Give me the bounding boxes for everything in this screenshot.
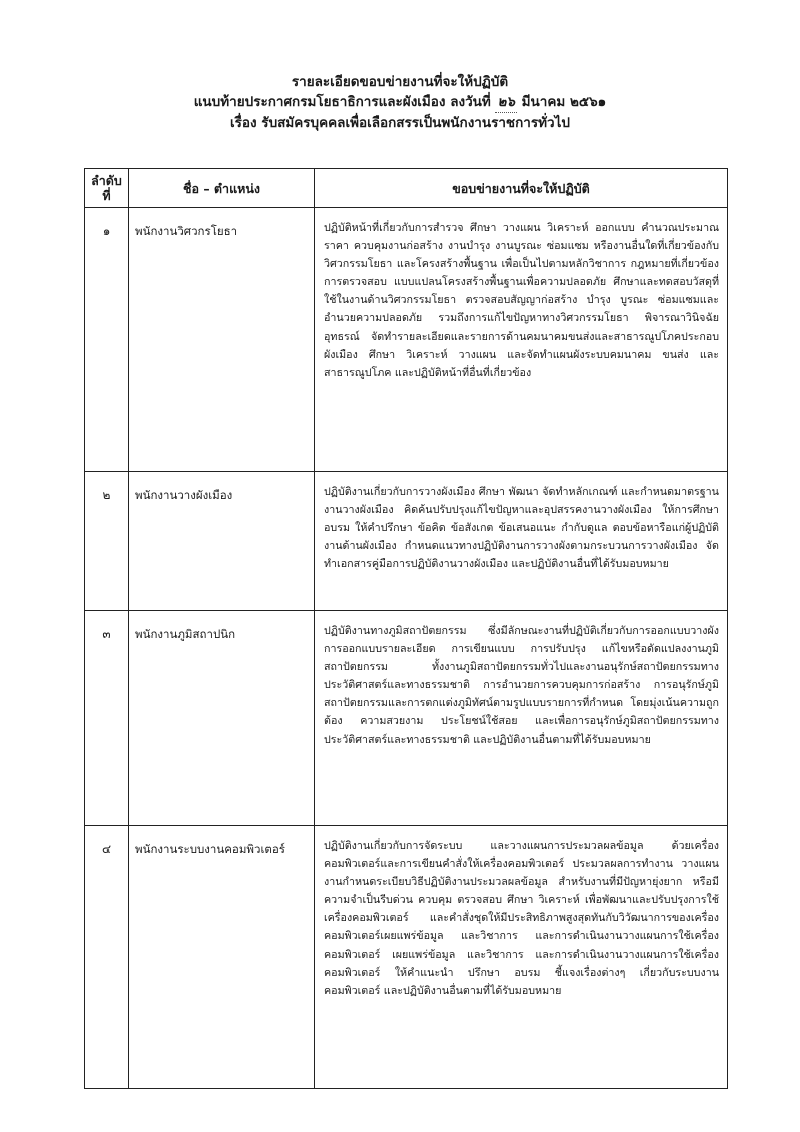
header-no — [85, 169, 129, 208]
duty-description: ปฏิบัติงานเกี่ยวกับการจัดระบบ และวางแผนการประมวลผลข้อมูล ด้วยเครื่องคอมพิวเตอร์และการเขียนคำสั่งให้เครื่องคอมพิวเตอร์ ประมวลผลการทำงาน วางแผนงานกำหนดระเบียบวิธีปฏิบัติงานประมวลผลข้อมูล สำหรับงานที่มีปัญหายุ่งยาก หรือมีความจำเป็นรีบด่วน ควบคุม ตรวจสอบ ศึกษา วิเคราะห์ เพื่อพัฒนาและปรับปรุงการใช้เครื่องคอมพิวเตอร์ และคำสั่งชุดให้มีประสิทธิภาพสูงสุดทันกับวิวัฒนาการของเครื่องคอมพิวเตอร์เผยแพร่ข้อมูล และวิชาการ และการดำเนินงานวางแผนการใช้เครื่องคอมพิวเตอร์ เผยแพร่ข้อมูล และวิชาการ และการดำเนินงานวางแผนการใช้เครื่องคอมพิวเตอร์ ให้คำแนะนำ ปรึกษา อบรม ชี้แจงเรื่องต่างๆ เกี่ยวกับระบบงานคอมพิวเตอร์ และปฏิบัติงานอื่นตามที่ได้รับมอบหมาย — [315, 826, 728, 1089]
header-title: รายละเอียดขอบข่ายงานที่จะให้ปฏิบัติ — [291, 74, 509, 90]
header-duty: ขอบข่ายงานที่จะให้ปฏิบัติ — [315, 169, 728, 208]
duty-description: ปฏิบัติหน้าที่เกี่ยวกับการสำรวจ ศึกษา วางแผน วิเคราะห์ ออกแบบ คำนวณประมาณราคา ควบคุมงานก่อสร้าง งานบำรุง งานบูรณะ ซ่อมแซม หรืองานอื่นใดที่เกี่ยวข้องกับวิศวกรรมโยธา และโครงสร้างพื้นฐาน เพื่อเป็นไปตามหลักวิชาการ กฎหมายที่เกี่ยวข้อง การตรวจสอบ แบบแปลนโครงสร้างพื้นฐานเพื่อความปลอดภัย ศึกษาและทดสอบวัสดุที่ใช้ในงานด้านวิศวกรรมโยธา ตรวจสอบสัญญาก่อสร้าง บำรุง บูรณะ ซ่อมแซมและอำนวยความปลอดภัย รวมถึงการแก้ไขปัญหาทางวิศวกรรมโยธา พิจารณาวินิจฉัยอุทธรณ์ จัดทำรายละเอียดและรายการด้านคมนาคมขนส่งและสาธารณูปโภคประกอบผังเมือง ศึกษา วิเคราะห์ วางแผน และจัดทำแผนผังระบบคมนาคม ขนส่ง และสาธารณูปโภค และปฏิบัติหน้าที่อื่นที่เกี่ยวข้อง — [315, 208, 728, 472]
announcement-month-year: มีนาคม ๒๕๖๑ — [521, 94, 607, 110]
row-number: ๔ — [85, 826, 129, 1089]
header-subject: เรื่อง รับสมัครบุคคลเพื่อเลือกสรรเป็นพนักงานราชการทั่วไป — [230, 115, 570, 131]
position-title: พนักงานภูมิสถาปนิก — [129, 611, 315, 826]
duties-table — [84, 168, 728, 1089]
duty-description: ปฏิบัติงานทางภูมิสถาปัตยกรรม ซึ่งมีลักษณะงานที่ปฏิบัติเกี่ยวกับการออกแบบวางผัง การออกแบบรายละเอียด การเขียนแบบ การปรับปรุง แก้ไขหรือดัดแปลงงานภูมิสถาปัตยกรรม ทั้งงานภูมิสถาปัตยกรรมทั่วไปและงานอนุรักษ์สถาปัตยกรรมทางประวัติศาสตร์และทางธรรมชาติ การอำนวยการควบคุมการก่อสร้าง การอนุรักษ์ภูมิสถาปัตยกรรมและการตกแต่งภูมิทัศน์ตามรูปแบบรายการที่กำหนด โดยมุ่งเน้นความถูกต้อง ความสวยงาม ประโยชน์ใช้สอย และเพื่อการอนุรักษ์ภูมิสถาปัตยกรรมทางประวัติศาสตร์และทางธรรมชาติ และปฏิบัติงานอื่นตามที่ได้รับมอบหมาย — [315, 611, 728, 826]
position-title: พนักงานวางผังเมือง — [129, 472, 315, 611]
document-header — [0, 72, 800, 133]
row-number: ๒ — [85, 472, 129, 611]
table-header-row — [85, 169, 728, 208]
position-title: พนักงานระบบงานคอมพิวเตอร์ — [129, 826, 315, 1089]
handwritten-day: ๒๖ — [495, 92, 516, 113]
header-no-line2: ที่ — [102, 188, 111, 203]
duty-description: ปฏิบัติงานเกี่ยวกับการวางผังเมือง ศึกษา พัฒนา จัดทำหลักเกณฑ์ และกำหนดมาตรฐานงานวางผังเมือง คิดค้นปรับปรุงแก้ไขปัญหาและอุปสรรคงานวางผังเมือง ให้การศึกษาอบรม ให้คำปรึกษา ข้อคิด ข้อสังเกต ข้อเสนอแนะ กำกับดูแล ตอบข้อหารือแก่ผู้ปฏิบัติงานด้านผังเมือง กำหนดแนวทางปฏิบัติงานการวางผังตามกระบวนการวางผังเมือง จัดทำเอกสารคู่มือการปฏิบัติงานวางผังเมือง และปฏิบัติงานอื่นที่ได้รับมอบหมาย — [315, 472, 728, 611]
header-title: ชื่อ – ตำแหน่ง — [129, 169, 315, 208]
row-number: ๑ — [85, 208, 129, 472]
table-row — [85, 611, 728, 826]
position-title: พนักงานวิศวกรโยธา — [129, 208, 315, 472]
header-announcement-line — [0, 92, 800, 113]
header-no-line1: ลำดับ — [91, 173, 122, 188]
table-row — [85, 826, 728, 1089]
row-number: ๓ — [85, 611, 129, 826]
table-row — [85, 208, 728, 472]
announcement-text: แนบท้ายประกาศกรมโยธาธิการและผังเมือง ลงวันที่ — [193, 94, 491, 110]
table-row — [85, 472, 728, 611]
